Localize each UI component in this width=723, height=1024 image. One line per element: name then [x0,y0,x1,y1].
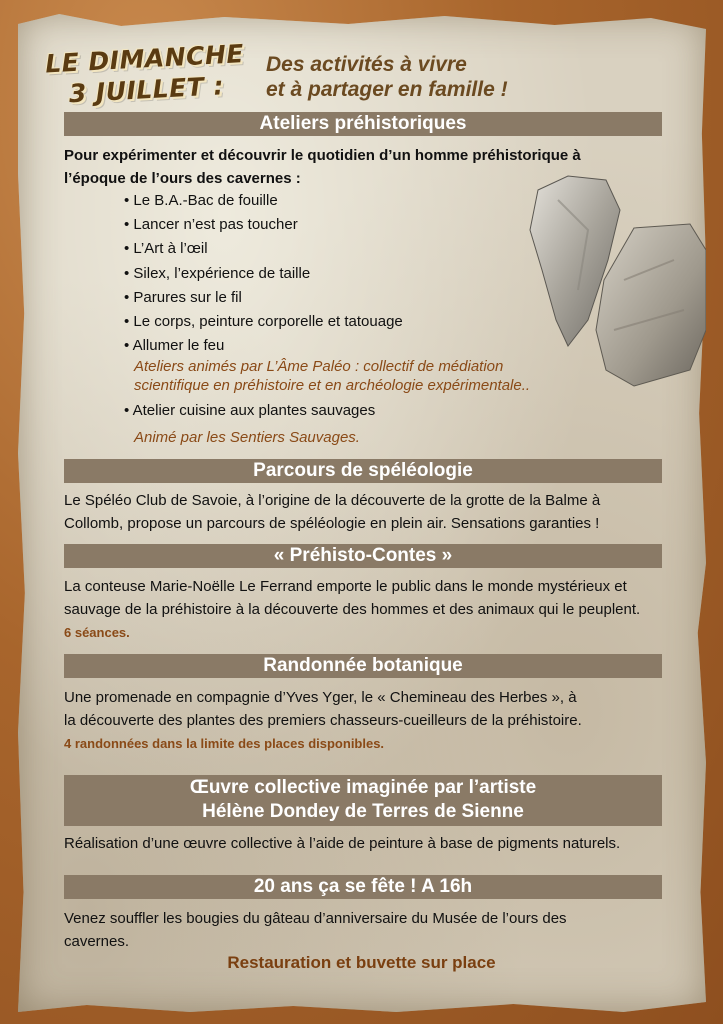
speleo-text [64,489,668,535]
section-title-anniversaire: 20 ans ça se fête ! A 16h [64,875,662,899]
list-item: • L’Art à l’œil [124,237,403,261]
speleo-line-2: Collomb, propose un parcours de spéléologie en plein air. Sensations garanties ! [64,515,600,532]
oeuvre-text: Réalisation d’une œuvre collective à l’aide de peinture à base de pigments naturels. [64,835,621,852]
anniversaire-text [64,907,668,953]
tagline [266,52,596,102]
footer-note: Restauration et buvette sur place [227,953,496,972]
tagline-line-1: Des activités à vivre [266,53,467,76]
list-item: • Lancer n’est pas toucher [124,213,403,237]
anniversaire-line-2: cavernes. [64,933,130,950]
cuisine-note: Animé par les Sentiers Sauvages. [134,429,360,446]
section-title-contes: « Préhisto-Contes » [64,544,662,568]
ateliers-note [134,357,530,395]
list-item: • Le B.A.-Bac de fouille [124,189,403,213]
rando-note: 4 randonnées dans la limite des places disponibles. [64,736,385,751]
list-item: • Atelier cuisine aux plantes sauvages [124,399,375,423]
speleo-line-1: Le Spéléo Club de Savoie, à l’origine de la découverte de la grotte de la Balme à [64,492,601,509]
rando-text [64,686,668,755]
tagline-line-2: et à partager en famille ! [266,78,508,101]
ateliers-note-line-1: Ateliers animés par L’Âme Paléo : collectif de médiation [134,358,504,375]
date-line-2: 3 JUILLET : [68,71,225,109]
contes-text [64,575,668,644]
oeuvre-title-line-1: Œuvre collective imaginée par l’artiste [189,777,537,798]
date-headline [45,39,258,110]
ateliers-intro-line-1: Pour expérimenter et découvrir le quotidien d’un homme préhistorique à [64,147,581,164]
ateliers-list [124,189,403,358]
ateliers-note-line-2: scientifique en préhistoire et en archéologie expérimentale.. [134,377,531,394]
ateliers-list-cuisine [124,399,375,423]
list-item: • Le corps, peinture corporelle et tatouage [124,310,403,334]
section-title-ateliers: Ateliers préhistoriques [64,112,662,136]
section-title-oeuvre [64,775,662,826]
anniversaire-line-1: Venez souffler les bougies du gâteau d’anniversaire du Musée de l’ours des [64,910,567,927]
stone-tool-image [594,220,706,390]
list-item: • Parures sur le fil [124,286,403,310]
list-item: • Silex, l’expérience de taille [124,262,403,286]
date-line-1: LE DIMANCHE [44,39,245,79]
rando-line-1: Une promenade en compagnie d’Yves Yger, le « Chemineau des Herbes », à [64,689,577,706]
oeuvre-title-line-2: Hélène Dondey de Terres de Sienne [202,801,524,822]
ateliers-intro-line-2: l’époque de l’ours des cavernes : [64,170,301,187]
contes-line-1: La conteuse Marie-Noëlle Le Ferrand emporte le public dans le monde mystérieux et [64,578,627,595]
contes-line-2: sauvage de la préhistoire à la découverte des hommes et des animaux qui le peuplent. [64,601,641,618]
section-title-rando: Randonnée botanique [64,654,662,678]
rando-line-2: la découverte des plantes des premiers chasseurs-cueilleurs de la préhistoire. [64,712,582,729]
list-item: • Allumer le feu [124,334,403,358]
section-title-speleo: Parcours de spéléologie [64,459,662,483]
contes-note: 6 séances. [64,625,130,640]
